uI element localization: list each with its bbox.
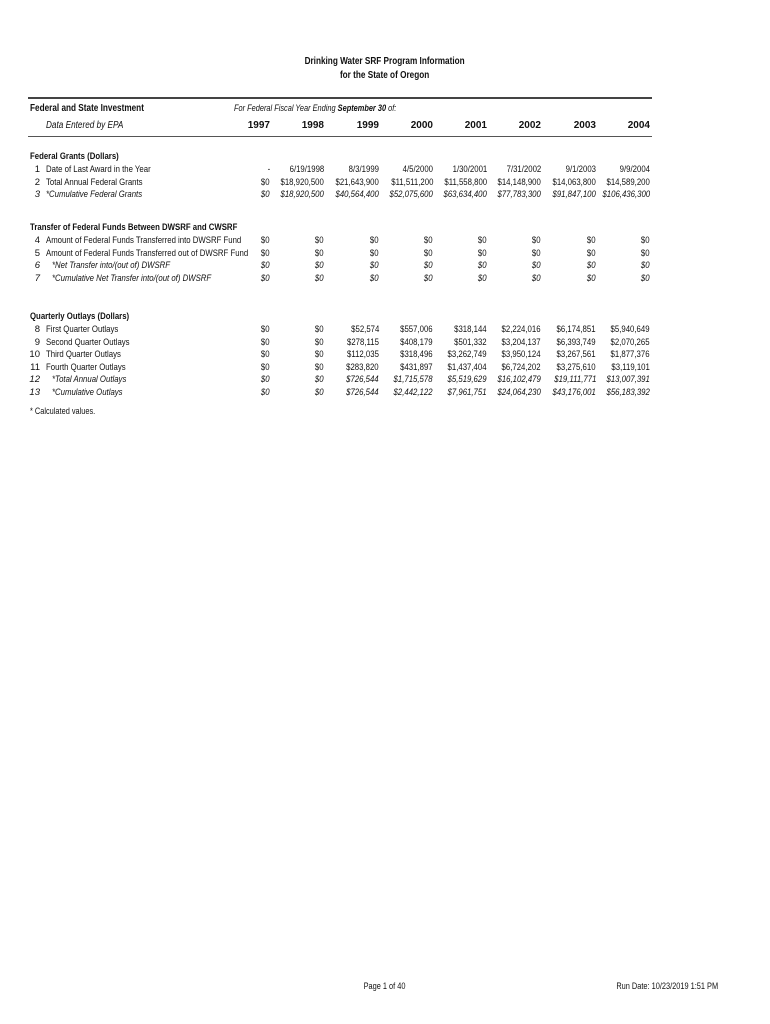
cell-2000: $557,006: [400, 324, 433, 335]
row-label: *Net Transfer into/(out of) DWSRF: [52, 260, 171, 272]
section-title: Transfer of Federal Funds Between DWSRF and CWSRF: [30, 222, 238, 233]
cell-2000: $2,442,122: [394, 387, 433, 398]
cell-2001: $0: [478, 235, 487, 246]
table-row: [0, 260, 770, 272]
entered-by-label: Data Entered by EPA: [46, 120, 124, 131]
cell-1998: $0: [315, 324, 324, 335]
year-header-2000: 2000: [410, 120, 433, 131]
table-row: [0, 337, 770, 349]
cell-2001: $3,262,749: [448, 349, 487, 361]
cell-2000: $1,715,578: [394, 374, 433, 386]
cell-2002: $2,224,016: [502, 324, 541, 335]
table-row: [0, 164, 770, 176]
report-title-line-1: Drinking Water SRF Program Information: [304, 56, 466, 67]
cell-1999: $726,544: [346, 387, 379, 398]
cell-1999: $0: [370, 272, 379, 284]
cell-1997: $0: [261, 176, 270, 188]
cell-2001: $0: [478, 272, 487, 284]
cell-2002: $24,064,230: [497, 387, 541, 398]
cell-2000: $11,511,200: [390, 176, 433, 188]
cell-2003: $6,174,851: [557, 324, 596, 335]
cell-2001: $7,961,751: [448, 387, 487, 398]
table-row: [0, 362, 770, 374]
cell-1999: 8/3/1999: [348, 164, 379, 175]
cell-1998: $0: [315, 336, 324, 348]
cell-2000: $52,075,600: [389, 189, 433, 201]
cell-2001: $318,144: [454, 324, 487, 335]
page-number: Page 1 of 40: [364, 981, 406, 991]
cell-2003: $19,111,771: [553, 374, 596, 386]
cell-2001: $0: [478, 247, 487, 259]
cell-2004: $56,183,392: [606, 387, 650, 398]
cell-1998: 6/19/1998: [289, 164, 324, 175]
row-number: 2: [34, 176, 40, 188]
row-number: 10: [29, 349, 40, 361]
cell-2001: $501,332: [454, 336, 487, 348]
cell-2003: $3,275,610: [557, 361, 596, 373]
fiscal-year-caption: For Federal Fiscal Year Ending September 30 of:: [234, 103, 397, 113]
year-header-2001: 2001: [464, 120, 487, 131]
cell-1998: $0: [315, 361, 324, 373]
cell-2004: $0: [641, 260, 650, 272]
table-row: [0, 374, 770, 386]
row-number: 3: [34, 189, 40, 201]
cell-2002: $0: [532, 272, 541, 284]
row-number: 1: [34, 164, 40, 175]
row-label: Amount of Federal Funds Transferred out of DWSRF Fund: [46, 247, 249, 259]
year-header-1999: 1999: [356, 120, 379, 131]
cell-2000: $0: [424, 260, 433, 272]
cell-1998: $18,920,500: [280, 189, 324, 201]
section-title: Quarterly Outlays (Dollars): [30, 311, 130, 322]
cell-1997: $0: [261, 272, 270, 284]
cell-2003: $6,393,749: [557, 336, 596, 348]
cell-1999: $283,820: [346, 361, 379, 373]
table-row: [0, 177, 770, 189]
table-row: [0, 235, 770, 247]
cell-2004: $0: [641, 272, 650, 284]
cell-2004: $0: [641, 235, 650, 246]
cell-1997: $0: [261, 260, 270, 272]
cell-2002: $77,783,300: [497, 189, 541, 201]
cell-1998: $0: [315, 374, 324, 386]
year-header-2004: 2004: [627, 120, 650, 131]
cell-2003: 9/1/2003: [565, 164, 596, 175]
cell-2002: $0: [532, 247, 541, 259]
cell-1997: $0: [261, 374, 270, 386]
cell-1997: $0: [261, 247, 270, 259]
row-number: 12: [29, 374, 40, 386]
cell-2001: $63,634,400: [443, 189, 487, 201]
cell-2004: $2,070,265: [611, 336, 650, 348]
cell-2000: $431,897: [400, 361, 433, 373]
cell-2002: $0: [532, 260, 541, 272]
cell-1999: $0: [370, 260, 379, 272]
cell-2003: $0: [587, 260, 596, 272]
row-label: Third Quarter Outlays: [46, 349, 121, 361]
cell-2001: $1,437,404: [448, 361, 487, 373]
cell-2003: $0: [587, 272, 596, 284]
cell-1998: $18,920,500: [280, 176, 324, 188]
cell-2004: $1,877,376: [611, 349, 650, 361]
cell-1998: $0: [315, 272, 324, 284]
row-label: *Cumulative Net Transfer into/(out of) DWSRF: [52, 272, 212, 284]
report-title: [0, 55, 770, 83]
cell-2002: 7/31/2002: [506, 164, 541, 175]
row-number: 13: [29, 387, 40, 398]
cell-2003: $0: [587, 247, 596, 259]
cell-1997: -: [267, 164, 270, 175]
row-number: 5: [34, 247, 40, 259]
row-label: Date of Last Award in the Year: [46, 164, 151, 175]
cell-1997: $0: [261, 336, 270, 348]
row-label: Total Annual Federal Grants: [46, 176, 143, 188]
cell-2002: $14,148,900: [497, 176, 541, 188]
cell-2000: $408,179: [400, 336, 433, 348]
table-row: [0, 248, 770, 260]
year-header-1998: 1998: [301, 120, 324, 131]
run-date: Run Date: 10/23/2019 1:51 PM: [616, 981, 718, 991]
cell-1999: $0: [370, 247, 379, 259]
cell-1997: $0: [261, 387, 270, 398]
cell-2003: $91,847,100: [552, 189, 596, 201]
cell-1997: $0: [261, 361, 270, 373]
cell-1999: $40,564,400: [335, 189, 379, 201]
cell-1999: $112,035: [347, 349, 379, 361]
year-header-2002: 2002: [518, 120, 541, 131]
cell-1998: $0: [315, 387, 324, 398]
section-heading: Federal and State Investment: [30, 103, 144, 114]
row-label: *Total Annual Outlays: [52, 374, 127, 386]
cell-2000: $0: [424, 272, 433, 284]
cell-2002: $3,950,124: [502, 349, 541, 361]
cell-1998: $0: [315, 247, 324, 259]
table-row: [0, 273, 770, 285]
row-number: 11: [30, 361, 40, 373]
cell-1997: $0: [261, 324, 270, 335]
cell-1997: $0: [261, 349, 270, 361]
report-title-line-2: for the State of Oregon: [340, 70, 430, 81]
cell-2004: $0: [641, 247, 650, 259]
header-top-rule: [28, 97, 652, 99]
row-number: 7: [34, 272, 40, 284]
row-label: Second Quarter Outlays: [46, 336, 130, 348]
cell-2003: $14,063,800: [552, 176, 596, 188]
header-bottom-rule: [28, 136, 652, 137]
row-label: *Cumulative Outlays: [52, 387, 123, 398]
table-row: [0, 349, 770, 361]
row-label: Amount of Federal Funds Transferred into DWSRF Fund: [46, 235, 242, 246]
cell-2003: $3,267,561: [557, 349, 596, 361]
cell-2004: $3,119,101: [611, 361, 650, 373]
cell-2004: 9/9/2004: [619, 164, 650, 175]
cell-1999: $278,115: [347, 336, 379, 348]
cell-2001: $5,519,629: [448, 374, 487, 386]
cell-2004: $106,436,300: [602, 189, 650, 201]
table-row: [0, 189, 770, 201]
cell-2004: $5,940,649: [611, 324, 650, 335]
calculated-values-note: * Calculated values.: [30, 406, 96, 416]
cell-2002: $6,724,202: [502, 361, 541, 373]
cell-1997: $0: [261, 189, 270, 201]
cell-2002: $3,204,137: [502, 336, 541, 348]
cell-2004: $13,007,391: [606, 374, 650, 386]
cell-1998: $0: [315, 235, 324, 246]
cell-2001: 1/30/2001: [452, 164, 487, 175]
cell-1999: $52,574: [350, 324, 379, 335]
cell-1999: $726,544: [346, 374, 379, 386]
cell-1999: $21,643,900: [335, 176, 379, 188]
table-row: [0, 387, 770, 399]
cell-2000: $0: [424, 235, 433, 246]
cell-2000: $318,496: [400, 349, 433, 361]
row-number: 4: [34, 235, 40, 246]
cell-2003: $43,176,001: [552, 387, 596, 398]
row-label: *Cumulative Federal Grants: [46, 189, 143, 201]
year-header-1997: 1997: [247, 120, 270, 131]
row-number: 6: [34, 260, 40, 272]
cell-2000: 4/5/2000: [402, 164, 433, 175]
cell-2002: $0: [532, 235, 541, 246]
table-row: [0, 324, 770, 336]
cell-2003: $0: [587, 235, 596, 246]
cell-2001: $11,558,800: [444, 176, 487, 188]
row-label: First Quarter Outlays: [46, 324, 119, 335]
cell-2001: $0: [478, 260, 487, 272]
section-title: Federal Grants (Dollars): [30, 151, 119, 162]
cell-2002: $16,102,479: [497, 374, 541, 386]
row-number: 9: [34, 336, 40, 348]
cell-1997: $0: [261, 235, 270, 246]
year-header-2003: 2003: [573, 120, 596, 131]
year-header-row: [0, 120, 770, 134]
cell-1998: $0: [315, 349, 324, 361]
cell-1999: $0: [370, 235, 379, 246]
cell-2000: $0: [424, 247, 433, 259]
row-label: Fourth Quarter Outlays: [46, 361, 126, 373]
cell-1998: $0: [315, 260, 324, 272]
cell-2004: $14,589,200: [606, 176, 650, 188]
row-number: 8: [34, 324, 40, 335]
